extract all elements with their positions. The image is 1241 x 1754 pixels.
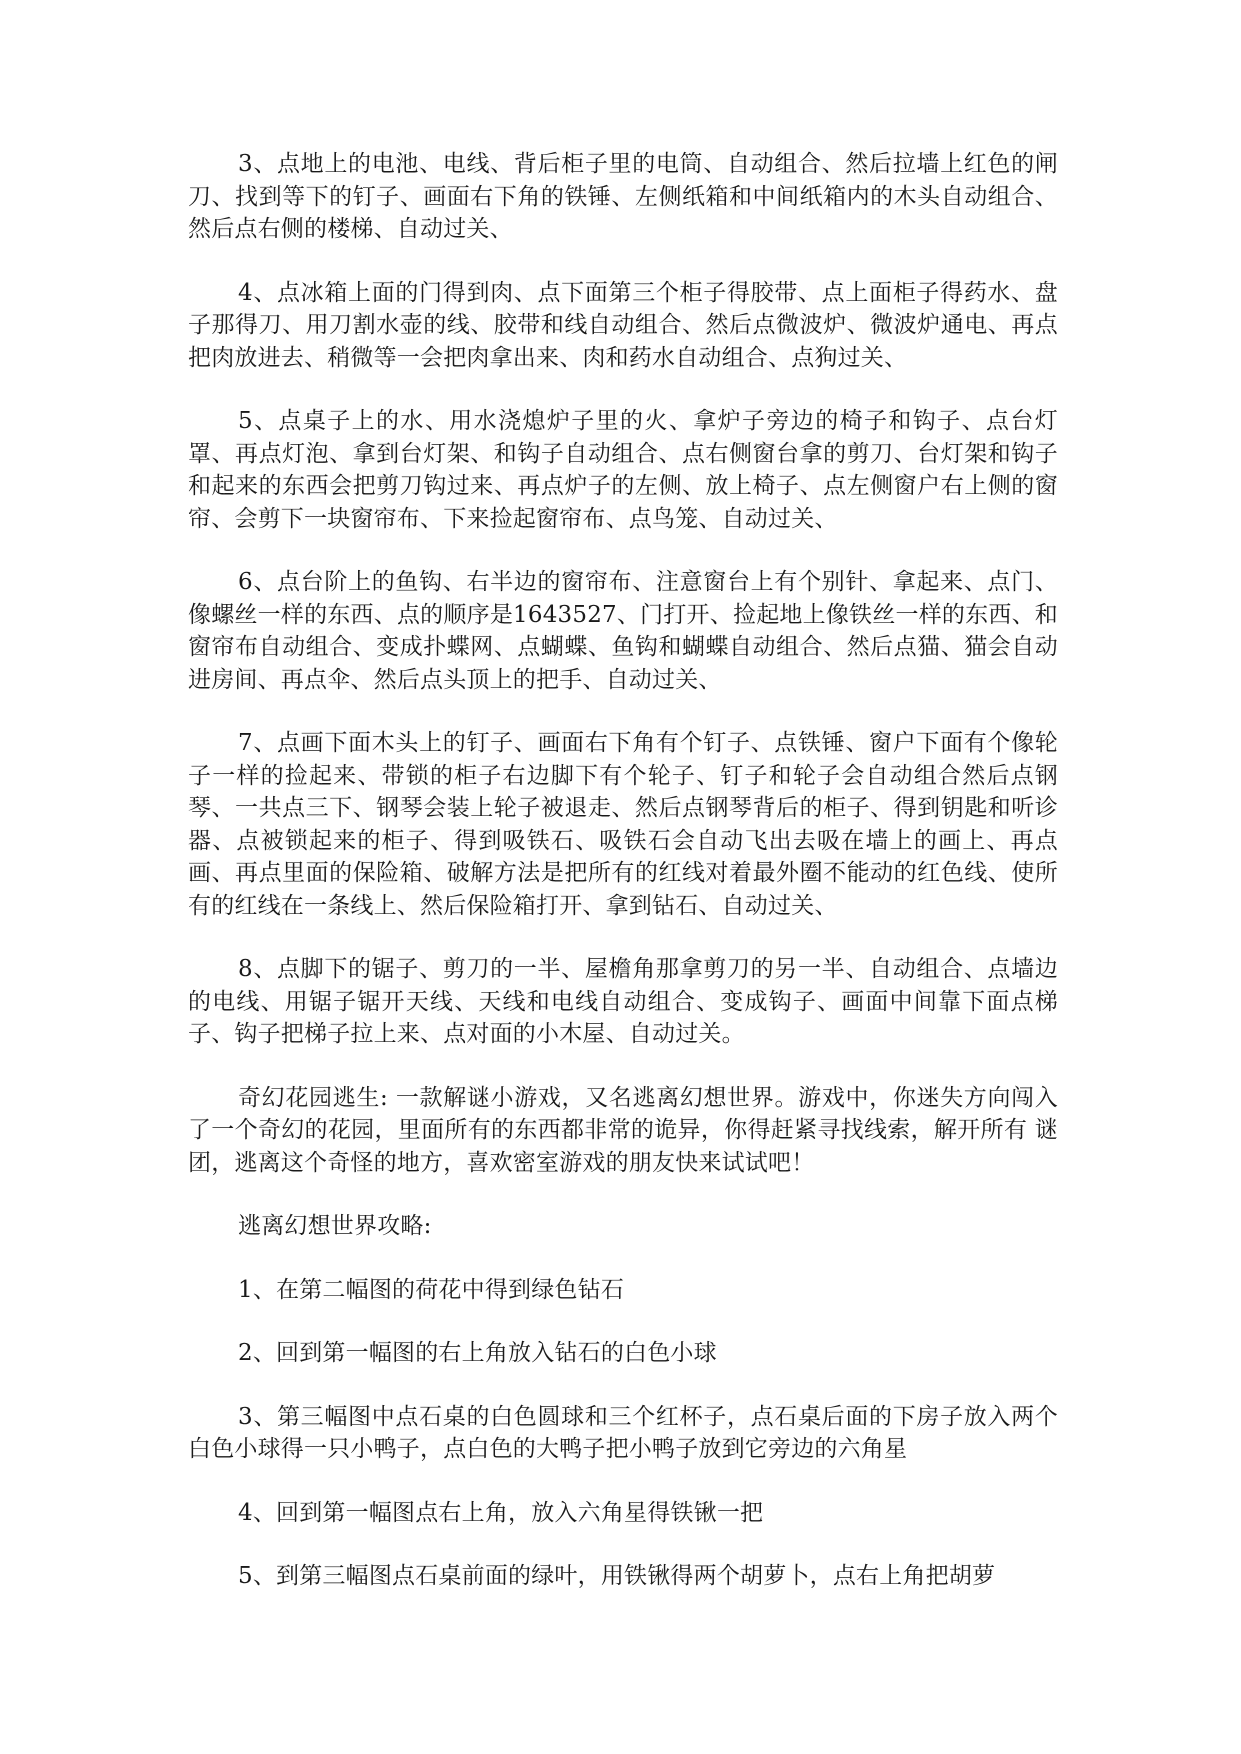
paragraph-step-7: 7、点画下面木头上的钉子、画面右下角有个钉子、点铁锤、窗户下面有个像轮子一样的捡起来、带锁的柜子右边脚下有个轮子、钉子和轮子会自动组合然后点钢琴、一共点三下、钢琴会装上轮子被退走、然后点钢琴背后的柜子、得到钥匙和听诊器、点被锁起来的柜子、得到吸铁石、吸铁石会自动飞出去吸在墙上的画上、再点画、再点里面的保险箱、破解方法是把所有的红线对着最外圈不能动的红色线、使所有的红线在一条线上、然后保险箱打开、拿到钻石、自动过关、	[188, 730, 1058, 919]
paragraph-step-3: 3、点地上的电池、电线、背后柜子里的电筒、自动组合、然后拉墙上红色的闸刀、找到等下的钉子、画面右下角的铁锤、左侧纸箱和中间纸箱内的木头自动组合、然后点右侧的楼梯、自动过关、	[188, 151, 1058, 242]
paragraph-step-8: 8、点脚下的锯子、剪刀的一半、屋檐角那拿剪刀的另一半、自动组合、点墙边的电线、用锯子锯开天线、天线和电线自动组合、变成钩子、画面中间靠下面点梯子、钩子把梯子拉上来、点对面的小木屋、自动过关。	[188, 956, 1058, 1047]
paragraph-guide-step-2: 2、回到第一幅图的右上角放入钻石的白色小球	[238, 1340, 717, 1366]
paragraph-guide-step-5: 5、到第三幅图点石桌前面的绿叶，用铁锹得两个胡萝卜，点右上角把胡萝	[238, 1563, 996, 1589]
paragraph-step-5: 5、点桌子上的水、用水浇熄炉子里的火、拿炉子旁边的椅子和钩子、点台灯罩、再点灯泡、拿到台灯架、和钩子自动组合、点右侧窗台拿的剪刀、台灯架和钩子和起来的东西会把剪刀钩过来、再点炉子的左侧、放上椅子、点左侧窗户右上侧的窗帘、会剪下一块窗帘布、下来捡起窗帘布、点鸟笼、自动过关、	[188, 408, 1058, 532]
paragraph-guide-step-3: 3、第三幅图中点石桌的白色圆球和三个红杯子，点石桌后面的下房子放入两个白色小球得一只小鸭子，点白色的大鸭子把小鸭子放到它旁边的六角星	[188, 1403, 1058, 1462]
paragraph-guide-step-1: 1、在第二幅图的荷花中得到绿色钻石	[238, 1276, 625, 1303]
document-page	[188, 148, 1058, 1624]
paragraph-game-intro: 奇幻花园逃生: 一款解谜小游戏，又名逃离幻想世界。游戏中，你迷失方向闯入了一个奇幻的花园，里面所有的东西都非常的诡异，你得赶紧寻找线索，解开所有 谜团，逃离这个奇怪的地方，喜欢密室游戏的朋友快来试试吧！	[188, 1084, 1058, 1176]
paragraph-guide-step-4: 4、回到第一幅图点右上角，放入六角星得铁锹一把	[238, 1499, 764, 1526]
paragraph-guide-heading: 逃离幻想世界攻略:	[238, 1213, 432, 1239]
paragraph-step-4: 4、点冰箱上面的门得到肉、点下面第三个柜子得胶带、点上面柜子得药水、盘子那得刀、用刀割水壶的线、胶带和线自动组合、然后点微波炉、微波炉通电、再点把肉放进去、稍微等一会把肉拿出来、肉和药水自动组合、点狗过关、	[188, 279, 1058, 371]
paragraph-step-6: 6、点台阶上的鱼钩、右半边的窗帘布、注意窗台上有个别针、拿起来、点门、像螺丝一样的东西、点的顺序是1643527、门打开、捡起地上像铁丝一样的东西、和窗帘布自动组合、变成扑蝶网、点蝴蝶、鱼钩和蝴蝶自动组合、然后点猫、猫会自动进房间、再点伞、然后点头顶上的把手、自动过关、	[188, 569, 1058, 693]
